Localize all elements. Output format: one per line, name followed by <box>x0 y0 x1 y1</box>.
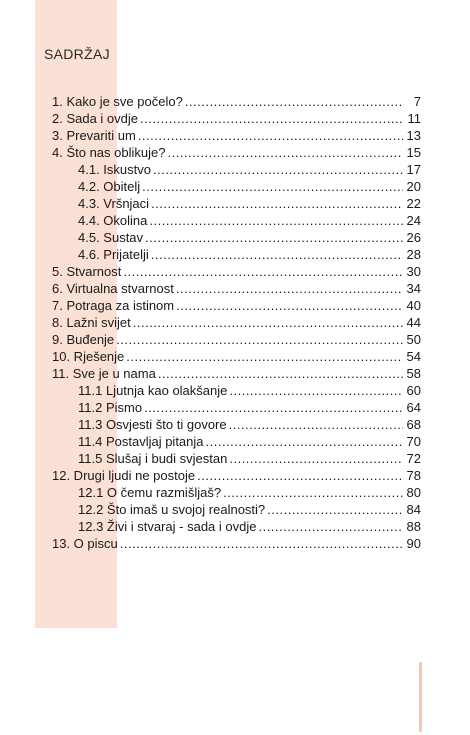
toc-entry-page: 50 <box>406 332 421 347</box>
toc-entry[interactable] <box>52 280 421 297</box>
toc-dot-leader <box>151 246 403 263</box>
toc-entry-title: 4.3. Vršnjaci <box>78 196 150 211</box>
toc-entry-page: 44 <box>406 315 421 330</box>
toc-dot-leader <box>133 314 403 331</box>
toc-entry-page: 20 <box>406 179 421 194</box>
toc-entry[interactable] <box>52 178 421 195</box>
toc-entry-title: 6. Virtualna stvarnost <box>52 281 174 296</box>
toc-entry-title: 9. Buđenje <box>52 332 115 347</box>
toc-entry[interactable] <box>52 229 421 246</box>
toc-dot-leader <box>176 280 403 297</box>
toc-entry-page: 40 <box>406 298 421 313</box>
toc-dot-leader <box>145 229 403 246</box>
toc-entry-page: 72 <box>406 451 421 466</box>
toc-entry[interactable] <box>52 246 421 263</box>
toc-entry-page: 78 <box>406 468 421 483</box>
toc-entry-page: 13 <box>406 128 421 143</box>
toc-entry-page: 90 <box>406 536 421 551</box>
toc-dot-leader <box>120 535 403 552</box>
toc-dot-leader <box>144 399 403 416</box>
toc-entry-title: 5. Stvarnost <box>52 264 122 279</box>
toc-dot-leader <box>258 518 403 535</box>
toc-entry-title: 4.5. Sustav <box>78 230 144 245</box>
toc-dot-leader <box>267 501 403 518</box>
toc-dot-leader <box>123 263 403 280</box>
toc-dot-leader <box>151 195 403 212</box>
page-edge-bar <box>419 662 422 732</box>
toc-entry[interactable] <box>52 365 421 382</box>
toc-entry-page: 64 <box>406 400 421 415</box>
toc-dot-leader <box>140 110 403 127</box>
toc-entry[interactable] <box>52 382 421 399</box>
toc-entry-page: 26 <box>406 230 421 245</box>
toc-entry[interactable] <box>52 348 421 365</box>
toc-entry-page: 11 <box>407 111 421 126</box>
toc-dot-leader <box>116 331 403 348</box>
toc-entry-title: 4.2. Obitelj <box>78 179 141 194</box>
toc-entry-title: 12.1 O čemu razmišljaš? <box>78 485 222 500</box>
toc-entry[interactable] <box>52 331 421 348</box>
toc-dot-leader <box>138 127 403 144</box>
toc-dot-leader <box>229 450 403 467</box>
toc-dot-leader <box>229 382 403 399</box>
toc-entry-title: 4.4. Okolina <box>78 213 148 228</box>
toc-dot-leader <box>176 297 403 314</box>
toc-dot-leader <box>197 467 403 484</box>
toc-entry[interactable] <box>52 212 421 229</box>
table-of-contents <box>52 93 421 552</box>
toc-entry-title: 11.5 Slušaj i budi svjestan <box>78 451 228 466</box>
toc-entry-title: 4. Što nas oblikuje? <box>52 145 166 160</box>
toc-entry[interactable] <box>52 93 421 110</box>
toc-entry-title: 2. Sada i ovdje <box>52 111 139 126</box>
toc-dot-leader <box>167 144 403 161</box>
toc-entry[interactable] <box>52 110 421 127</box>
toc-entry-page: 68 <box>406 417 421 432</box>
toc-entry-page: 60 <box>406 383 421 398</box>
toc-entry[interactable] <box>52 535 421 552</box>
toc-entry[interactable] <box>52 263 421 280</box>
toc-entry-title: 11.3 Osvjesti što ti govore <box>78 417 227 432</box>
toc-entry[interactable] <box>52 161 421 178</box>
toc-entry-page: 7 <box>413 94 421 109</box>
toc-entry-title: 1. Kako je sve počelo? <box>52 94 183 109</box>
toc-entry-page: 84 <box>406 502 421 517</box>
toc-entry-page: 17 <box>406 162 421 177</box>
toc-entry[interactable] <box>52 314 421 331</box>
toc-entry-page: 58 <box>406 366 421 381</box>
toc-entry[interactable] <box>52 399 421 416</box>
toc-entry-title: 3. Prevariti um <box>52 128 136 143</box>
toc-entry-page: 54 <box>406 349 421 364</box>
toc-dot-leader <box>153 161 403 178</box>
toc-entry-page: 15 <box>406 145 421 160</box>
toc-entry-title: 11.4 Postavljaj pitanja <box>78 434 204 449</box>
toc-dot-leader <box>185 93 403 110</box>
toc-entry-title: 11.1 Ljutnja kao olakšanje <box>78 383 228 398</box>
toc-dot-leader <box>158 365 403 382</box>
toc-entry[interactable] <box>52 484 421 501</box>
toc-entry-title: 4.6. Prijatelji <box>78 247 149 262</box>
toc-entry-page: 88 <box>406 519 421 534</box>
toc-entry[interactable] <box>52 467 421 484</box>
toc-entry-page: 80 <box>406 485 421 500</box>
toc-entry[interactable] <box>52 433 421 450</box>
toc-entry[interactable] <box>52 144 421 161</box>
toc-entry-page: 24 <box>406 213 421 228</box>
toc-entry[interactable] <box>52 416 421 433</box>
toc-entry[interactable] <box>52 501 421 518</box>
toc-dot-leader <box>223 484 403 501</box>
toc-entry-title: 4.1. Iskustvo <box>78 162 151 177</box>
toc-entry-page: 28 <box>406 247 421 262</box>
toc-entry[interactable] <box>52 297 421 314</box>
toc-entry-title: 12.3 Živi i stvaraj - sada i ovdje <box>78 519 257 534</box>
toc-entry[interactable] <box>52 127 421 144</box>
toc-dot-leader <box>126 348 403 365</box>
toc-entry[interactable] <box>52 518 421 535</box>
page-title: SADRŽAJ <box>44 46 110 62</box>
toc-entry-title: 10. Rješenje <box>52 349 125 364</box>
toc-entry-title: 8. Lažni svijet <box>52 315 131 330</box>
toc-dot-leader <box>206 433 403 450</box>
toc-entry-page: 34 <box>406 281 421 296</box>
toc-entry[interactable] <box>52 450 421 467</box>
toc-dot-leader <box>142 178 403 195</box>
toc-dot-leader <box>229 416 403 433</box>
toc-entry-title: 7. Potraga za istinom <box>52 298 175 313</box>
toc-entry-title: 11.2 Pismo <box>78 400 143 415</box>
toc-entry-title: 11. Sve je u nama <box>52 366 156 381</box>
toc-dot-leader <box>149 212 403 229</box>
toc-entry-page: 22 <box>406 196 421 211</box>
toc-entry-page: 30 <box>406 264 421 279</box>
toc-entry-title: 12.2 Što imaš u svojoj realnosti? <box>78 502 266 517</box>
toc-entry[interactable] <box>52 195 421 212</box>
toc-entry-page: 70 <box>406 434 421 449</box>
toc-entry-title: 13. O piscu <box>52 536 118 551</box>
toc-entry-title: 12. Drugi ljudi ne postoje <box>52 468 196 483</box>
